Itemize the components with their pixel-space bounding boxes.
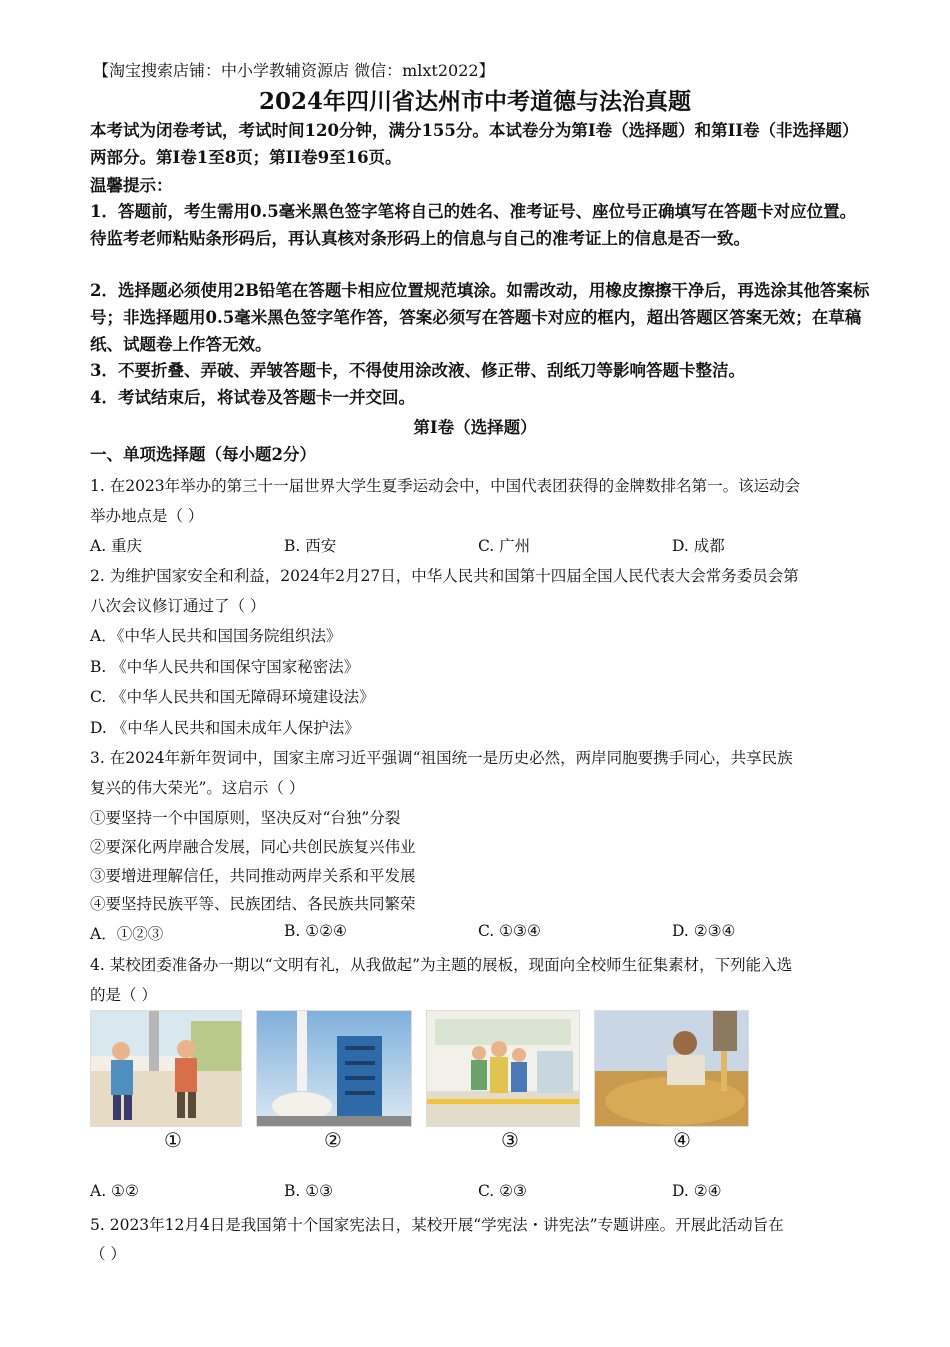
q2-option-c: C. 《中华人民共和国无障碍环境建设法》 [90,688,375,706]
section-title: 第Ⅰ卷（选择题） [413,418,537,437]
q5-stem-line1: 5. 2023年12月4日是我国第十个国家宪法日，某校开展“学宪法・讲宪法”专题讲座。开展此活动旨在 [90,1216,784,1234]
q4-image-2 [256,1010,412,1127]
tips-title: 温馨提示： [90,176,173,195]
q4-image-4-label: ④ [673,1128,691,1152]
q4-option-b: B. ①③ [284,1182,334,1200]
q3-stem-line2: 复兴的伟大荣光”。这启示（ ） [90,779,305,797]
q3-statement-2: ②要深化两岸融合发展，同心共创民族复兴伟业 [90,838,416,856]
q5-stem-line2: （ ） [90,1245,126,1263]
q3-stem-line1: 3. 在2024年新年贺词中，国家主席习近平强调“祖国统一是历史必然，两岸同胞要携手同心，共享民族 [90,749,793,767]
q4-image-4 [594,1010,749,1127]
q3-option-c: C. ①③④ [478,922,541,940]
q4-option-c: C. ②③ [478,1182,527,1200]
shop-ad-line: 【淘宝搜索店铺：中小学教辅资源店 微信：mlxt2022】 [93,61,495,80]
exam-intro: 本考试为闭卷考试，考试时间120分钟，满分155分。本试卷分为第I卷（选择题）和第II卷（非选择题）两部分。第I卷1至8页；第II卷9至16页。 [90,121,859,167]
q4-image-1-label: ① [164,1128,182,1152]
q4-image-3 [426,1010,580,1127]
tip-3: 3．不要折叠、弄破、弄皱答题卡，不得使用涂改液、修正带、刮纸刀等影响答题卡整洁。 [90,361,745,380]
q1-option-a: A. 重庆 [90,537,143,555]
tip-2: 2．选择题必须使用2B铅笔在答题卡相应位置规范填涂。如需改动，用橡皮擦擦干净后，再选涂其他答案标号；非选择题用0.5毫米黑色签字笔作答，答案必须写在答题卡对应的框内，超出答题区答案无效；在草稿纸、试题卷上作答无效。 [90,281,870,354]
q4-option-d: D. ②④ [672,1182,722,1200]
q2-option-b: B. 《中华人民共和国保守国家秘密法》 [90,658,360,676]
page-title: 2024年四川省达州市中考道德与法治真题 [258,88,691,115]
tip-1: 1．答题前，考生需用0.5毫米黑色签字笔将自己的姓名、准考证号、座位号正确填写在答题卡对应位置。待监考老师粘贴条形码后，再认真核对条形码上的信息与自己的准考证上的信息是否一致。 [90,202,857,248]
q2-option-a: A．《中华人民共和国国务院组织法》 [90,627,342,645]
q3-option-b: B. ①②④ [284,922,347,940]
q1-stem-line2: 举办地点是（ ） [90,507,204,525]
q4-image-2-label: ② [324,1128,342,1152]
q4-stem-line1: 4. 某校团委准备办一期以“文明有礼，从我做起”为主题的展板，现面向全校师生征集素材，下列能入选 [90,956,793,974]
q1-option-b: B. 西安 [284,537,337,555]
q4-image-3-label: ③ [501,1128,519,1152]
q1-option-c: C. 广州 [478,537,531,555]
q3-statement-3: ③要增进理解信任，共同推动两岸关系和平发展 [90,867,416,885]
q2-option-d: D. 《中华人民共和国未成年人保护法》 [90,719,360,737]
tip-4: 4．考试结束后，将试卷及答题卡一并交回。 [90,388,415,407]
q2-stem-line2: 八次会议修订通过了（ ） [90,597,266,615]
q1-stem-line1: 1. 在2023年举办的第三十一届世界大学生夏季运动会中，中国代表团获得的金牌数排名第一。该运动会 [90,477,801,495]
q4-option-a: A. ①② [90,1182,139,1200]
part-heading: 一、单项选择题（每小题2分） [90,445,316,464]
q3-option-d: D. ②③④ [672,922,736,940]
q3-statement-4: ④要坚持民族平等、民族团结、各民族共同繁荣 [90,895,416,913]
q1-option-d: D. 成都 [672,537,725,555]
q3-option-a: A．①②③ [90,925,164,943]
q3-statement-1: ①要坚持一个中国原则，坚决反对“台独”分裂 [90,809,401,827]
q2-stem-line1: 2. 为维护国家安全和利益，2024年2月27日，中华人民共和国第十四届全国人民代表大会常务委员会第 [90,567,799,585]
q4-image-1 [90,1010,242,1127]
q4-stem-line2: 的是（ ） [90,986,157,1004]
